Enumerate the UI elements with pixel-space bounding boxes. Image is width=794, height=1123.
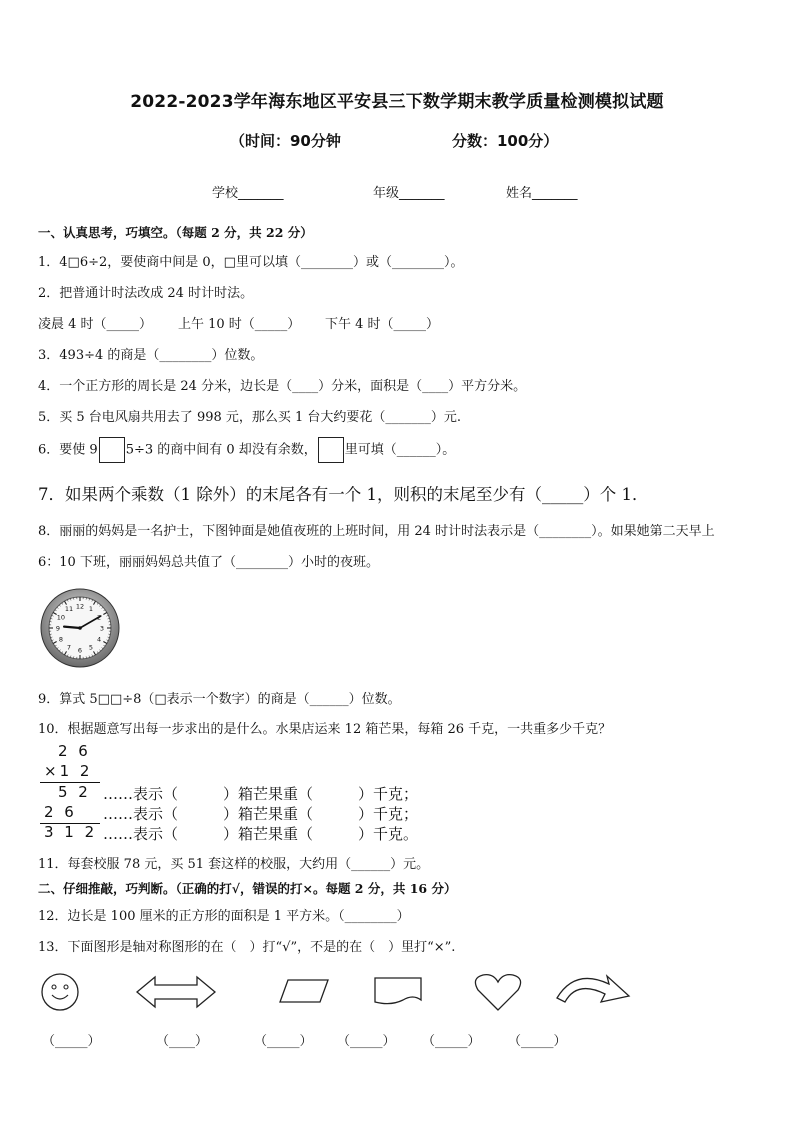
grade-field: 年级_______ (373, 186, 445, 201)
clock-number: 11 (64, 605, 74, 614)
question-6-part-c: 里可填（______）。 (344, 442, 456, 458)
answer-blank-4: （_____） (337, 1034, 396, 1049)
question-6-part-a: 6．要使 9 (38, 442, 98, 458)
question-1: 1．4□6÷2，要使商中间是 0，□里可以填（________）或（________）。 (38, 255, 464, 270)
section-2-heading: 二、仔细推敲，巧判断。（正确的打√，错误的打×。每题 2 分，共 16 分） (38, 881, 457, 896)
total-score: 分数：100分） (452, 132, 559, 150)
clock-number: 10 (56, 613, 66, 622)
double-arrow-icon (135, 975, 217, 1009)
multiplicand: 2 6 (58, 742, 91, 760)
clock-number: 5 (88, 643, 94, 652)
question-8-line-2: 6：10 下班，丽丽妈妈总共值了（________）小时的夜班。 (38, 555, 379, 570)
note-1: ……表示（ ）箱芒果重（ ）千克； (103, 785, 419, 803)
question-2-item-1: 凌晨 4 时（_____） (38, 317, 153, 332)
clock-number: 4 (96, 635, 102, 644)
curved-arrow-icon (555, 972, 631, 1008)
blank-box (318, 437, 344, 463)
question-12: 12．边长是 100 厘米的正方形的面积是 1 平方米。（________） (38, 909, 410, 924)
partial-product-1: 5 2 (58, 783, 91, 801)
hour-hand (64, 627, 80, 628)
partial-product-2: 2 6 (44, 803, 77, 821)
wavy-flag-icon (373, 976, 425, 1006)
parallelogram-icon (278, 978, 330, 1004)
question-5: 5．买 5 台电风扇共用去了 998 元，那么买 1 台大约要花（_______）元. (38, 410, 462, 425)
question-2-item-3: 下午 4 时（_____） (325, 317, 440, 332)
question-2: 2．把普通计时法改成 24 时计时法。 (38, 286, 254, 301)
question-11: 11．每套校服 78 元，买 51 套这样的校服，大约用（______）元。 (38, 857, 430, 872)
question-9: 9．算式 5□□÷8（□表示一个数字）的商是（______）位数。 (38, 692, 401, 707)
answer-blank-2: （____） (156, 1034, 209, 1049)
heart-icon (473, 972, 523, 1012)
clock-number: 1 (88, 605, 94, 614)
smiley-face-icon (40, 972, 82, 1012)
multiplier: ×1 2 (44, 762, 93, 780)
clock-number: 3 (99, 624, 105, 633)
question-8-line-1: 8．丽丽的妈妈是一名护士，下图钟面是她值夜班的上班时间，用 24 时计时法表示是（________）。如果她第二天早上 (38, 524, 715, 539)
question-3: 3．493÷4 的商是（________）位数。 (38, 348, 264, 363)
clock-number: 7 (66, 643, 72, 652)
clock-number: 9 (55, 624, 61, 633)
answer-blank-3: （_____） (254, 1034, 313, 1049)
clock-number: 12 (75, 602, 85, 611)
school-field: 学校_______ (212, 186, 284, 201)
question-13: 13．下面图形是轴对称图形的在（ ）打“√”，不是的在（ ）里打“×”. (38, 940, 456, 955)
page-title: 2022-2023学年海东地区平安县三下数学期末教学质量检测模拟试题 (130, 92, 664, 112)
time-limit: （时间：90分钟 (230, 132, 341, 150)
name-field: 姓名_______ (506, 186, 578, 201)
question-10: 10．根据题意写出每一步求出的是什么。水果店运来 12 箱芒果，每箱 26 千克，一共重多少千克？ (38, 722, 612, 737)
answer-blank-5: （_____） (422, 1034, 481, 1049)
section-1-heading: 一、认真思考，巧填空。（每题 2 分，共 22 分） (38, 225, 313, 240)
clock-icon (40, 588, 120, 668)
blank-box (99, 437, 125, 463)
answer-blank-1: （_____） (42, 1034, 101, 1049)
question-6-part-b: 5÷3 的商中间有 0 却没有余数， (125, 442, 317, 458)
answer-blank-6: （_____） (508, 1034, 567, 1049)
product: 3 1 2 (44, 823, 98, 841)
question-4: 4．一个正方形的周长是 24 分米，边长是（____）分米，面积是（____）平方分米。 (38, 379, 527, 394)
question-2-item-2: 上午 10 时（_____） (178, 317, 301, 332)
clock-number: 6 (77, 646, 83, 655)
question-6 (38, 437, 455, 464)
note-2: ……表示（ ）箱芒果重（ ）千克； (103, 805, 419, 823)
question-7: 7．如果两个乘数（1 除外）的末尾各有一个 1，则积的末尾至少有（_____）个 1． (38, 485, 649, 504)
clock-number: 8 (58, 635, 64, 644)
note-3: ……表示（ ）箱芒果重（ ）千克。 (103, 825, 419, 843)
